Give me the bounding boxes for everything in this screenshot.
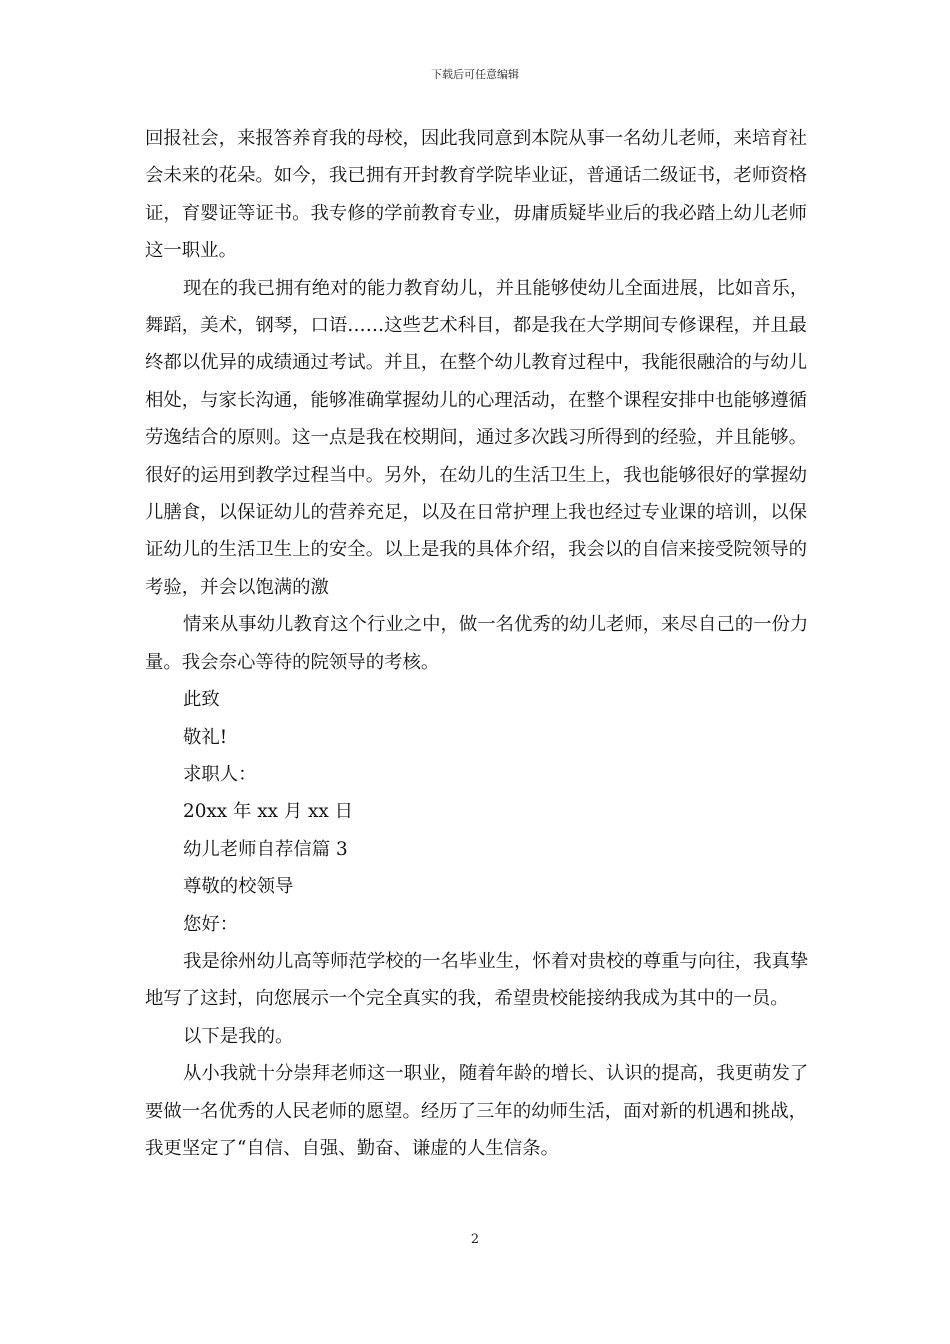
salutation-jingli: 敬礼! — [183, 726, 228, 748]
document-body — [145, 120, 813, 1167]
letter-greeting: 尊敬的校领导 — [183, 876, 294, 898]
page-number: 2 — [470, 1232, 480, 1247]
paragraph-aspiration: 从小我就十分崇拜老师这一职业，随着年龄的增长、认识的提高，我更萌发了要做一名优秀的人民老师的愿望。经历了三年的幼师生活，面对新的机遇和挑战，我更坚定了“自信、自强、勤奋、谦虚的人生信条。 — [145, 1063, 809, 1159]
paragraph-following: 以下是我的。 — [183, 1025, 294, 1047]
signature-applicant: 求职人： — [183, 763, 257, 785]
section-title: 幼儿老师自荐信篇 3 — [183, 838, 348, 860]
paragraph-closing: 情来从事幼儿教育这个行业之中，做一名优秀的幼儿老师，来尽自己的一份力量。我会奈心等待的院领导的考核。 — [145, 614, 809, 673]
salutation-cizhi: 此致 — [183, 689, 220, 711]
page-header: 下载后可任意编辑 — [431, 68, 519, 81]
letter-hello: 您好： — [183, 913, 239, 935]
paragraph-abilities: 现在的我已拥有绝对的能力教育幼儿，并且能够使幼儿全面进展，比如音乐，舞蹈，美术，钢琴，口语……这些艺术科目，都是我在大学期间专修课程，并且最终都以优异的成绩通过考试。并且，在整个幼儿教育过程中，我能很融洽的与幼儿相处，与家长沟通，能够准确掌握幼儿的心理活动，在整个课程安排中也能够遵循劳逸结合的原则。这一点是我在校期间，通过多次践习所得到的经验，并且能够。很好的运用到教学过程当中。另外，在幼儿的生活卫生上，我也能够很好的掌握幼儿膳食，以保证幼儿的营养充足，以及在日常护理上我也经过专业课的培训，以保证幼儿的生活卫生上的安全。以上是我的具体介绍，我会以的自信来接受院领导的考验，并会以饱满的激 — [145, 277, 809, 598]
paragraph-intro-continuation: 回报社会，来报答养育我的母校，因此我同意到本院从事一名幼儿老师，来培育社会未来的花朵。如今，我已拥有开封教育学院毕业证，普通话二级证书，老师资格证，育婴证等证书。我专修的学前教育专业，毋庸质疑毕业后的我必踏上幼儿老师这一职业。 — [145, 128, 808, 262]
paragraph-self-intro: 我是徐州幼儿高等师范学校的一名毕业生，怀着对贵校的尊重与向往，我真挚地写了这封，向您展示一个完全真实的我，希望贵校能接纳我成为其中的一员。 — [145, 950, 809, 1010]
signature-date: 20xx 年 xx 月 xx 日 — [183, 801, 354, 823]
